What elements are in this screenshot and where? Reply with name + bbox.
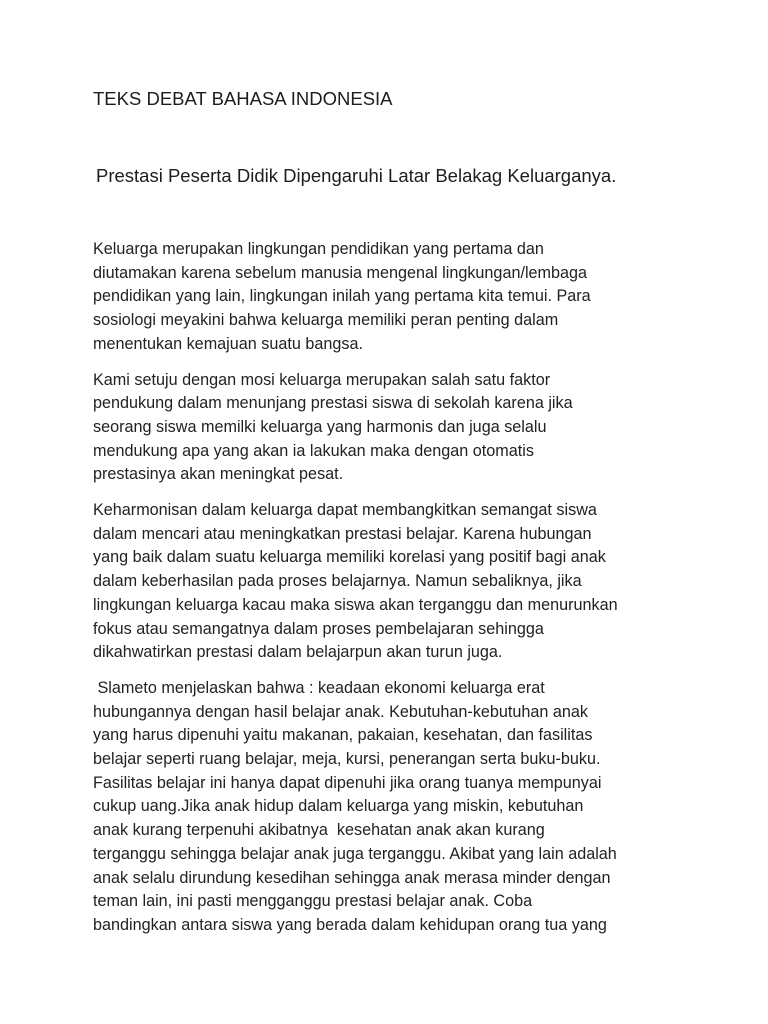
paragraph-line: dikahwatirkan prestasi dalam belajarpun akan turun juga. bbox=[93, 643, 503, 662]
document-heading: TEKS DEBAT BAHASA INDONESIA bbox=[93, 88, 393, 109]
paragraph-line: Keharmonisan dalam keluarga dapat membangkitkan semangat siswa bbox=[93, 501, 597, 520]
paragraph-line: anak kurang terpenuhi akibatnya kesehatan anak akan kurang bbox=[93, 821, 545, 840]
paragraph-line: hubungannya dengan hasil belajar anak. Kebutuhan-kebutuhan anak bbox=[93, 702, 589, 721]
paragraph-line: bandingkan antara siswa yang berada dalam kehidupan orang tua yang bbox=[93, 915, 607, 934]
paragraph-line: dalam keberhasilan pada proses belajarnya. Namun sebaliknya, jika bbox=[93, 572, 582, 591]
paragraph-line: diutamakan karena sebelum manusia mengenal lingkungan/lembaga bbox=[93, 263, 588, 282]
paragraph-3 bbox=[93, 499, 693, 665]
paragraph-line: mendukung apa yang akan ia lakukan maka dengan otomatis bbox=[93, 441, 534, 460]
paragraph-2 bbox=[93, 369, 693, 488]
paragraph-line: yang harus dipenuhi yaitu makanan, pakaian, kesehatan, dan fasilitas bbox=[93, 726, 593, 745]
paragraph-line: anak selalu dirundung kesedihan sehingga anak merasa minder dengan bbox=[93, 868, 611, 887]
paragraph-line: seorang siswa memilki keluarga yang harmonis dan juga selalu bbox=[93, 417, 547, 436]
paragraph-line: cukup uang.Jika anak hidup dalam keluarga yang miskin, kebutuhan bbox=[93, 797, 584, 816]
document-body bbox=[93, 238, 693, 950]
paragraph-line: Kami setuju dengan mosi keluarga merupakan salah satu faktor bbox=[93, 370, 551, 389]
paragraph-line: lingkungan keluarga kacau maka siswa akan terganggu dan menurunkan bbox=[93, 595, 618, 614]
paragraph-1 bbox=[93, 238, 693, 357]
paragraph-line: Keluarga merupakan lingkungan pendidikan yang pertama dan bbox=[93, 240, 544, 258]
paragraph-line: prestasinya akan meningkat pesat. bbox=[93, 465, 344, 484]
paragraph-line: Slameto menjelaskan bahwa : keadaan ekonomi keluarga erat bbox=[93, 678, 545, 697]
paragraph-line: yang baik dalam suatu keluarga memiliki korelasi yang positif bagi anak bbox=[93, 548, 606, 567]
document-subtitle: Prestasi Peserta Didik Dipengaruhi Latar Belakag Keluarganya. bbox=[96, 165, 617, 186]
paragraph-line: sosiologi meyakini bahwa keluarga memiliki peran penting dalam bbox=[93, 311, 559, 330]
paragraph-line: dalam mencari atau meningkatkan prestasi belajar. Karena hubungan bbox=[93, 524, 592, 543]
paragraph-line: pendidikan yang lain, lingkungan inilah yang pertama kita temui. Para bbox=[93, 287, 591, 306]
paragraph-line: pendukung dalam menunjang prestasi siswa di sekolah karena jika bbox=[93, 394, 573, 413]
paragraph-line: fokus atau semangatnya dalam proses pembelajaran sehingga bbox=[93, 619, 544, 638]
paragraph-line: Fasilitas belajar ini hanya dapat dipenuhi jika orang tuanya mempunyai bbox=[93, 773, 602, 792]
paragraph-line: menentukan kemajuan suatu bangsa. bbox=[93, 334, 363, 353]
paragraph-line: terganggu sehingga belajar anak juga terganggu. Akibat yang lain adalah bbox=[93, 844, 617, 863]
paragraph-4 bbox=[93, 677, 693, 938]
paragraph-line: teman lain, ini pasti mengganggu prestasi belajar anak. Coba bbox=[93, 892, 533, 911]
paragraph-line: belajar seperti ruang belajar, meja, kursi, penerangan serta buku-buku. bbox=[93, 750, 601, 769]
